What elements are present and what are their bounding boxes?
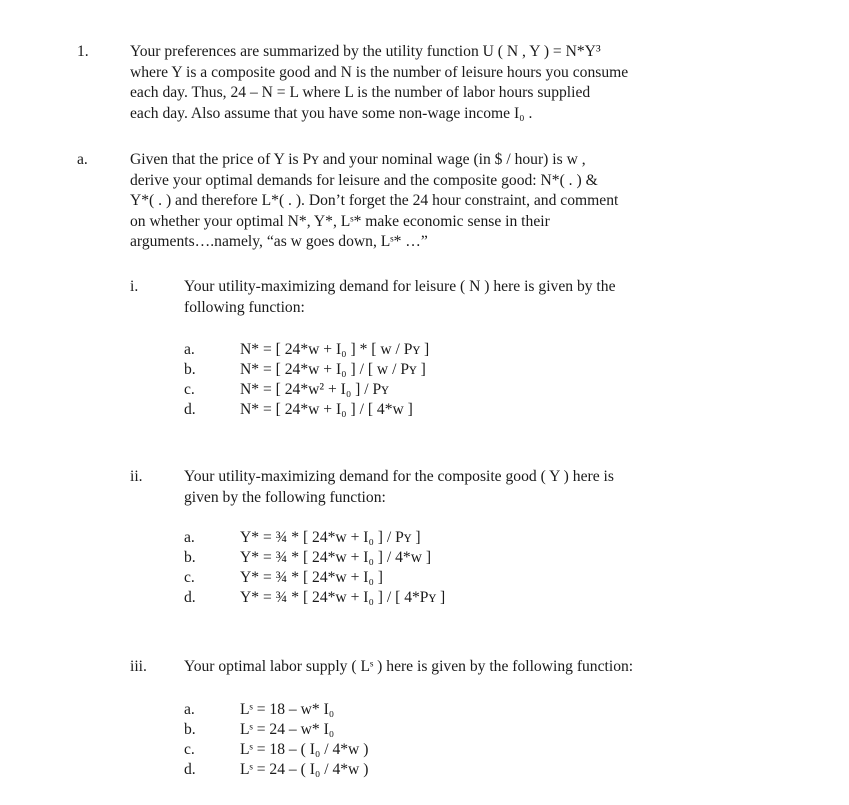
question-number: 1. — [77, 43, 89, 60]
option-formula: Y* = ¾ * [ 24*w + I₀ ] / 4*w ] — [240, 549, 432, 566]
option-row — [184, 360, 429, 380]
option-letter: d. — [184, 761, 196, 778]
option-row — [184, 400, 429, 420]
option-row — [184, 568, 445, 588]
option-letter: d. — [184, 589, 196, 606]
subquestion-i-text — [184, 277, 616, 318]
option-letter: c. — [184, 741, 195, 758]
option-letter: a. — [184, 341, 195, 358]
option-row — [184, 548, 445, 568]
option-formula: Lˢ = 24 – w* I₀ — [240, 721, 335, 738]
text-line: Your utility-maximizing demand for the composite good ( Y ) here is — [184, 468, 614, 485]
subquestion-ii-text — [184, 467, 614, 508]
option-row — [184, 700, 368, 720]
option-row — [184, 720, 368, 740]
question-1-text — [130, 42, 628, 124]
option-letter: b. — [184, 361, 196, 378]
options-list-i — [184, 340, 429, 420]
text-line: on whether your optimal N*, Y*, Lˢ* make economic sense in their — [130, 212, 550, 230]
text-line: following function: — [184, 298, 305, 316]
text-line: given by the following function: — [184, 488, 386, 506]
option-formula: N* = [ 24*w + I₀ ] * [ w / Pʏ ] — [240, 341, 430, 358]
part-a-text — [130, 150, 618, 253]
option-formula: Y* = ¾ * [ 24*w + I₀ ] / Pʏ ] — [240, 529, 421, 546]
option-formula: Lˢ = 18 – ( I₀ / 4*w ) — [240, 741, 369, 758]
option-row — [184, 528, 445, 548]
option-formula: Lˢ = 24 – ( I₀ / 4*w ) — [240, 761, 369, 778]
part-label: a. — [77, 151, 88, 168]
option-row — [184, 588, 445, 608]
option-letter: a. — [184, 701, 195, 718]
option-row — [184, 740, 368, 760]
text-line: each day. Thus, 24 – N = L where L is the number of labor hours supplied — [130, 84, 591, 101]
option-formula: Lˢ = 18 – w* I₀ — [240, 701, 335, 718]
text-line: where Y is a composite good and N is the number of leisure hours you consume — [130, 63, 629, 81]
text-line: Your preferences are summarized by the utility function U ( N , Y ) = N*Y³ — [130, 43, 601, 60]
text-line: Your optimal labor supply ( Lˢ ) here is given by the following function: — [184, 658, 634, 675]
option-letter: b. — [184, 549, 196, 566]
option-formula: Y* = ¾ * [ 24*w + I₀ ] — [240, 569, 383, 586]
option-formula: N* = [ 24*w² + I₀ ] / Pʏ — [240, 381, 389, 398]
text-line: Given that the price of Y is Pʏ and your nominal wage (in $ / hour) is w , — [130, 151, 586, 168]
options-list-iii — [184, 700, 368, 780]
subquestion-label: i. — [130, 278, 139, 295]
options-list-ii — [184, 528, 445, 608]
option-letter: d. — [184, 401, 196, 418]
subquestion-iii-text — [184, 657, 633, 678]
option-row — [184, 760, 368, 780]
subquestion-label: ii. — [130, 468, 143, 485]
option-letter: b. — [184, 721, 196, 738]
text-line: arguments….namely, “as w goes down, Lˢ* …” — [130, 233, 428, 250]
option-letter: a. — [184, 529, 195, 546]
option-letter: c. — [184, 381, 195, 398]
option-formula: Y* = ¾ * [ 24*w + I₀ ] / [ 4*Pʏ ] — [240, 589, 446, 606]
text-line: Your utility-maximizing demand for leisure ( N ) here is given by the — [184, 278, 616, 295]
option-formula: N* = [ 24*w + I₀ ] / [ 4*w ] — [240, 401, 413, 418]
option-letter: c. — [184, 569, 195, 586]
option-formula: N* = [ 24*w + I₀ ] / [ w / Pʏ ] — [240, 361, 426, 378]
option-row — [184, 340, 429, 360]
subquestion-label: iii. — [130, 658, 147, 675]
text-line: Y*( . ) and therefore L*( . ). Don’t forget the 24 hour constraint, and comment — [130, 192, 619, 209]
text-line: derive your optimal demands for leisure and the composite good: N*( . ) & — [130, 171, 598, 189]
text-line: each day. Also assume that you have some non-wage income I₀ . — [130, 104, 533, 122]
option-row — [184, 380, 429, 400]
